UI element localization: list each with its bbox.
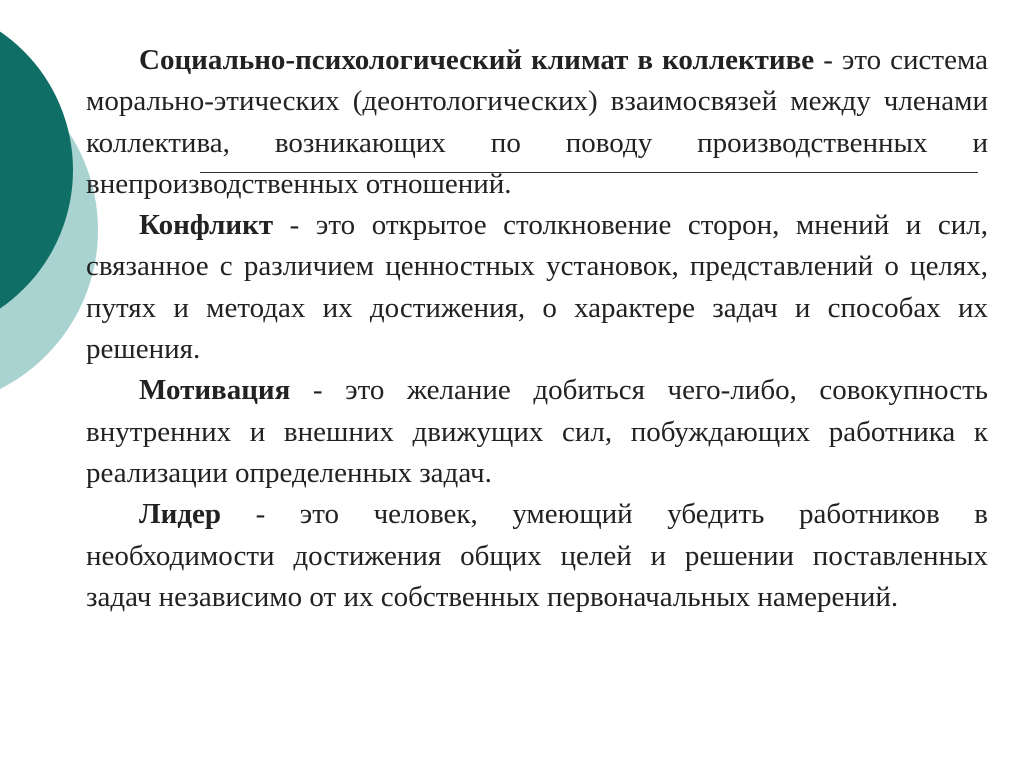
definition-climate (86, 40, 988, 205)
definition-leader (86, 494, 988, 618)
term-motivation: Мотивация (139, 374, 291, 407)
definition-conflict (86, 205, 988, 370)
definition-motivation (86, 370, 988, 494)
slide-text (86, 40, 988, 618)
term-leader: Лидер (139, 498, 221, 531)
definition-climate-text: - это система морально-этических (деонтологических) взаимосвязей между членами коллектива, возникающих по поводу производственных и внепроизводственных отношений. (86, 44, 988, 200)
definition-conflict-text: - это открытое столкновение сторон, мнений и сил, связанное с различием ценностных установок, представлений о целях, путях и методах их достижения, о характере задач и способах их решения. (86, 209, 988, 366)
definition-leader-text: - это человек, умеющий убедить работников в необходимости достижения общих целей и решении поставленных задач независимо от их собственных первоначальных намерений. (86, 498, 988, 613)
term-climate: Социально-психологический климат в коллективе (139, 44, 815, 76)
definition-motivation-text: - это желание добиться чего-либо, совокупность внутренних и внешних движущих сил, побуждающих работника к реализации определенных задач. (86, 374, 988, 489)
term-conflict: Конфликт (139, 209, 274, 242)
